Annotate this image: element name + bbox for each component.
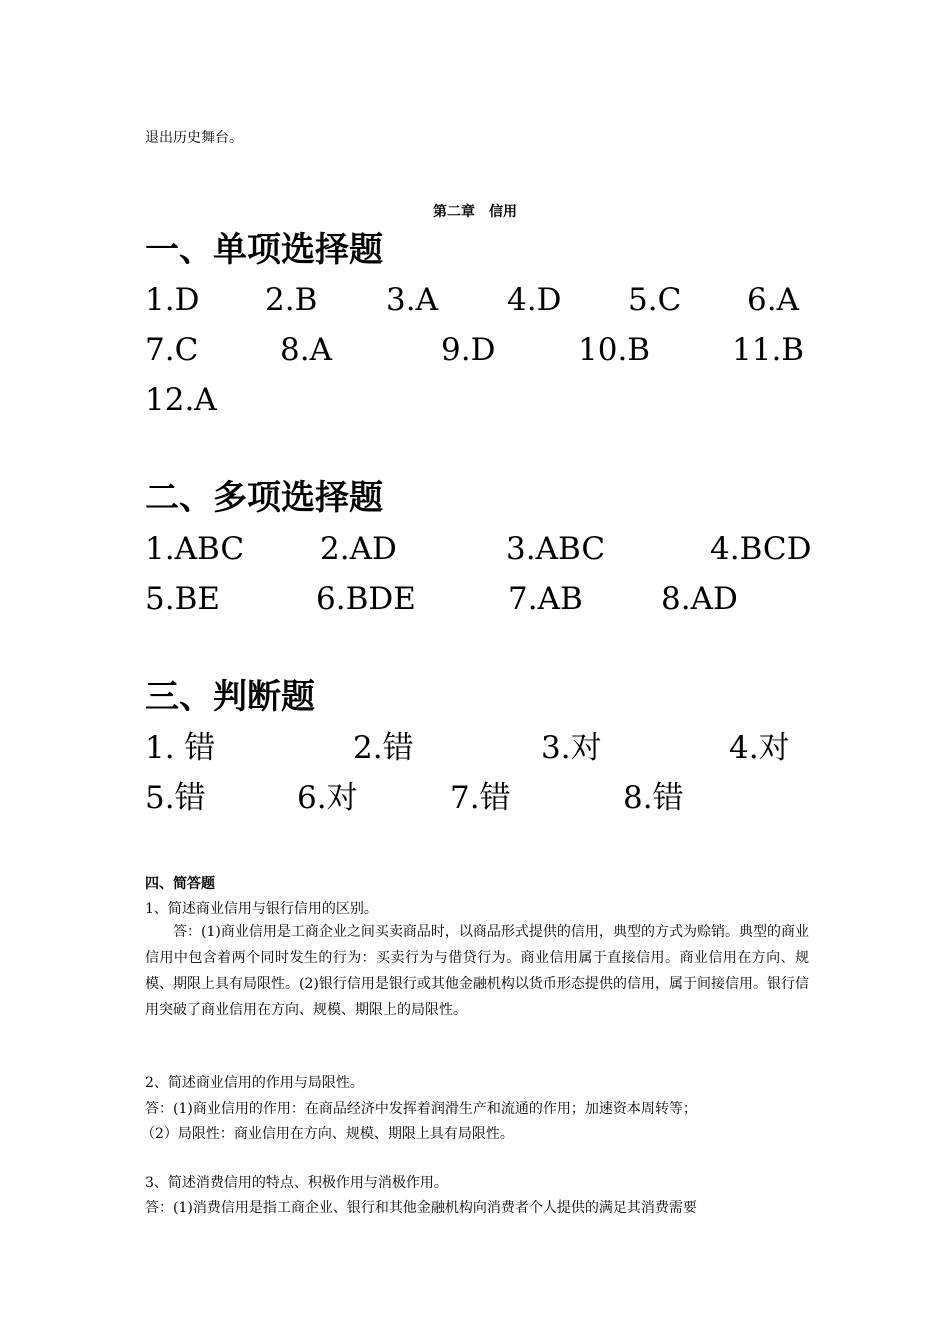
answer-item: 11.B: [732, 332, 805, 368]
answer-item: 5.错: [145, 780, 206, 816]
answer-item: 2.B: [265, 282, 318, 318]
answer-item: 7.C: [145, 332, 199, 368]
answer-item: 1. 错: [145, 730, 216, 766]
answer-item: 5.C: [628, 282, 682, 318]
answer-item: 8.错: [623, 780, 684, 816]
question-2: 2、简述商业信用的作用与局限性。: [145, 1075, 364, 1091]
answer-1-paragraph: 答：(1)商业信用是工商企业之间买卖商品时，以商品形式提供的信用，典型的方式为赊销。典型的商业信用中包含着两个同时发生的行为：买卖行为与借贷行为。商业信用属于直接信用。商业信用在方向、规模、期限上具有局限性。(2)银行信用是银行或其他金融机构以货币形态提供的信用，属于间接信用。银行信用突破了商业信用在方向、规模、期限上的局限性。: [145, 924, 809, 1018]
continuation-line: 退出历史舞台。: [145, 130, 243, 146]
answer-item: 1.D: [145, 282, 200, 318]
answer-item: 6.对: [297, 780, 358, 816]
answer-item: 4.BCD: [710, 531, 812, 567]
answer-item: 7.AB: [508, 581, 583, 617]
answer-2-line-1: 答：(1)商业信用的作用：在商品经济中发挥着润滑生产和流通的作用；加速资本周转等；: [145, 1101, 697, 1117]
answer-item: 10.B: [578, 332, 651, 368]
answer-item: 3.ABC: [506, 531, 606, 567]
answer-item: 8.AD: [661, 581, 738, 617]
answer-item: 7.错: [450, 780, 511, 816]
section-heading-single-choice: 一、单项选择题: [145, 230, 383, 270]
answer-item: 2.错: [353, 730, 414, 766]
section-heading-multiple-choice: 二、多项选择题: [145, 478, 383, 518]
answer-item: 3.对: [541, 730, 602, 766]
answer-item: 1.ABC: [145, 531, 245, 567]
answer-2-line-2: （2）局限性：商业信用在方向、规模、期限上具有局限性。: [141, 1126, 514, 1142]
chapter-title: 第二章 信用: [433, 204, 517, 220]
answer-item: 6.A: [747, 282, 799, 318]
answer-item: 5.BE: [145, 581, 220, 617]
answer-item: 12.A: [145, 382, 217, 418]
answer-item: 9.D: [441, 332, 496, 368]
question-1: 1、简述商业信用与银行信用的区别。: [145, 901, 378, 917]
answer-item: 8.A: [280, 332, 332, 368]
answer-item: 4.对: [729, 730, 790, 766]
answer-item: 6.BDE: [316, 581, 416, 617]
section-heading-short-answer: 四、简答题: [145, 876, 215, 892]
answer-item: 3.A: [386, 282, 438, 318]
section-heading-true-false: 三、判断题: [145, 677, 315, 717]
answer-3-line-1: 答：(1)消费信用是指工商企业、银行和其他金融机构向消费者个人提供的满足其消费需要: [145, 1200, 697, 1216]
question-3: 3、简述消费信用的特点、积极作用与消极作用。: [145, 1175, 448, 1191]
answer-item: 4.D: [507, 282, 562, 318]
answer-item: 2.AD: [320, 531, 397, 567]
